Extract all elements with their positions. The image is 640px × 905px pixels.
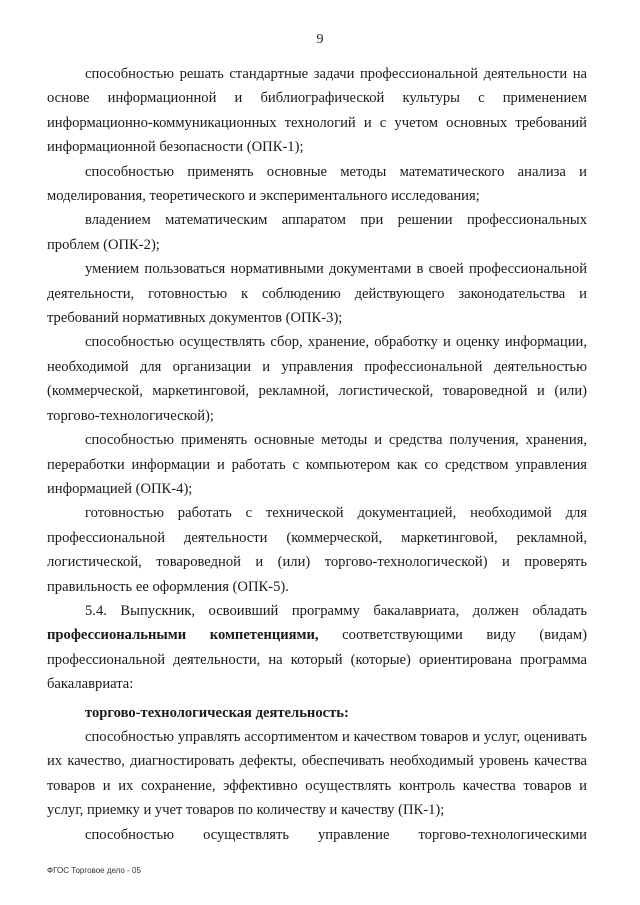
section-rest: соответствующими виду (видам) профессиональной деятельности, на который (которые) ориентирована программа бакалавриата: xyxy=(47,627,587,693)
section-5-4 xyxy=(47,599,587,697)
footer-label: ФГОС Торговое дело - 05 xyxy=(47,866,141,875)
page-number: 9 xyxy=(316,32,324,47)
paragraph-opk-5: готовностью работать с технической документацией, необходимой для профессиональной деятельности (коммерческой, маркетинговой, рекламной, логистической, товароведной и (или) торгово-технологической) и проверять правильность ее оформления (ОПК-5). xyxy=(47,505,587,595)
paragraph-math-analysis: способностью применять основные методы математического анализа и моделирования, теоретического и экспериментального исследования; xyxy=(47,163,587,205)
paragraph-trade-management: способностью осуществлять управление торгово-технологическими xyxy=(85,826,587,843)
paragraph-opk-2: владением математическим аппаратом при решении профессиональных проблем (ОПК-2); xyxy=(47,212,587,253)
paragraph-opk-4: способностью применять основные методы и средства получения, хранения, переработки информации и работать с компьютером как со средством управления информацией (ОПК-4); xyxy=(47,432,587,497)
paragraph-pk-1: способностью управлять ассортиментом и качеством товаров и услуг, оценивать их качество, диагностировать дефекты, обеспечивать необходимый уровень качества товаров и их сохранение, эффективно осуществлять контроль качества товаров и услуг, приемку и учет товаров по количеству и качеству (ПК-1); xyxy=(47,728,587,819)
paragraph-opk-1: способностью решать стандартные задачи профессиональной деятельности на основе информационной и библиографической культуры с применением информационно-коммуникационных технологий и с учетом основных требований информационной безопасности (ОПК-1); xyxy=(47,66,587,156)
section-lead: 5.4. Выпускник, освоивший программу бакалавриата, должен обладать xyxy=(85,602,587,619)
document-body xyxy=(47,62,587,847)
paragraph-information-collection: способностью осуществлять сбор, хранение, обработку и оценку информации, необходимой для организации и управления профессиональной деятельностью (коммерческой, маркетинговой, рекламной, логистической, товароведной и (или) торгово-технологической); xyxy=(47,334,587,424)
paragraph-opk-3: умением пользоваться нормативными документами в своей профессиональной деятельности, готовностью к соблюдению действующего законодательства и требований нормативных документов (ОПК-3); xyxy=(47,261,587,327)
section-bold-term: профессиональными компетенциями, xyxy=(47,627,319,644)
activity-heading: торгово-технологическая деятельность: xyxy=(85,704,349,721)
